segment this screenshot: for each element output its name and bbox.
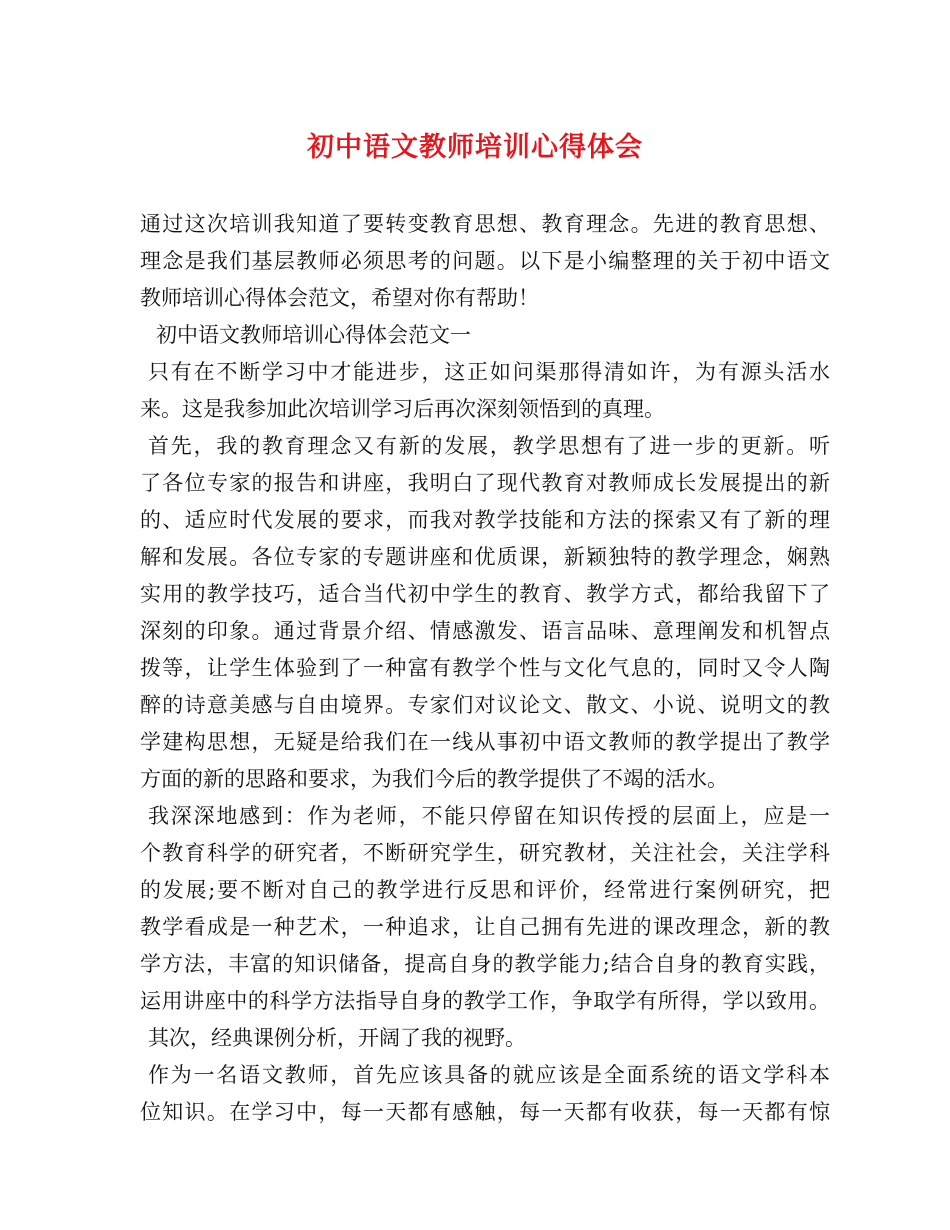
section-heading: 初中语文教师培训心得体会范文一 (156, 323, 471, 347)
body-line: 实用的教学技巧，适合当代初中学生的教育、教学方式，都给我留下了 (140, 582, 830, 606)
body-line: 通过这次培训我知道了要转变教育思想、教育理念。先进的教育思想、 (140, 212, 830, 236)
body-line: 学建构思想，无疑是给我们在一线从事初中语文教师的教学提出了教学 (140, 730, 830, 754)
body-line: 我深深地感到：作为老师，不能只停留在知识传授的层面上，应是一 (148, 804, 830, 828)
body-line: 运用讲座中的科学方法指导自身的教学工作，争取学有所得，学以致用。 (140, 989, 830, 1013)
body-line: 深刻的印象。通过背景介绍、情感激发、语言品味、意理阐发和机智点 (140, 619, 830, 643)
body-line: 了各位专家的报告和讲座，我明白了现代教育对教师成长发展提出的新 (140, 471, 830, 495)
body-line: 醉的诗意美感与自由境界。专家们对议论文、散文、小说、说明文的教 (140, 693, 830, 717)
body-line: 拨等，让学生体验到了一种富有教学个性与文化气息的，同时又令人陶 (140, 656, 830, 680)
body-line: 理念是我们基层教师必须思考的问题。以下是小编整理的关于初中语文 (140, 249, 830, 273)
body-line: 方面的新的思路和要求，为我们今后的教学提供了不竭的活水。 (140, 767, 728, 791)
body-line: 其次，经典课例分析，开阔了我的视野。 (148, 1026, 526, 1050)
body-line: 的、适应时代发展的要求，而我对教学技能和方法的探索又有了新的理 (140, 508, 830, 532)
body-line: 来。这是我参加此次培训学习后再次深刻领悟到的真理。 (140, 397, 665, 421)
body-line: 首先，我的教育理念又有新的发展，教学思想有了进一步的更新。听 (148, 434, 830, 458)
body-line: 的发展;要不断对自己的教学进行反思和评价，经常进行案例研究，把 (140, 878, 830, 902)
body-line: 作为一名语文教师，首先应该具备的就应该是全面系统的语文学科本 (148, 1063, 830, 1087)
body-line: 教学看成是一种艺术，一种追求，让自己拥有先进的课改理念，新的教 (140, 915, 830, 939)
document-title: 初中语文教师培训心得体会 (307, 132, 643, 163)
body-line: 学方法，丰富的知识储备，提高自身的教学能力;结合自身的教育实践， (140, 952, 830, 976)
body-line: 位知识。在学习中，每一天都有感触，每一天都有收获，每一天都有惊 (140, 1100, 830, 1124)
body-line: 只有在不断学习中才能进步，这正如问渠那得清如许，为有源头活水 (148, 360, 830, 384)
body-line: 教师培训心得体会范文，希望对你有帮助！ (140, 286, 539, 310)
document-body (140, 206, 830, 1131)
body-line: 个教育科学的研究者，不断研究学生，研究教材，关注社会，关注学科 (140, 841, 830, 865)
body-line: 解和发展。各位专家的专题讲座和优质课，新颖独特的教学理念，娴熟 (140, 545, 830, 569)
